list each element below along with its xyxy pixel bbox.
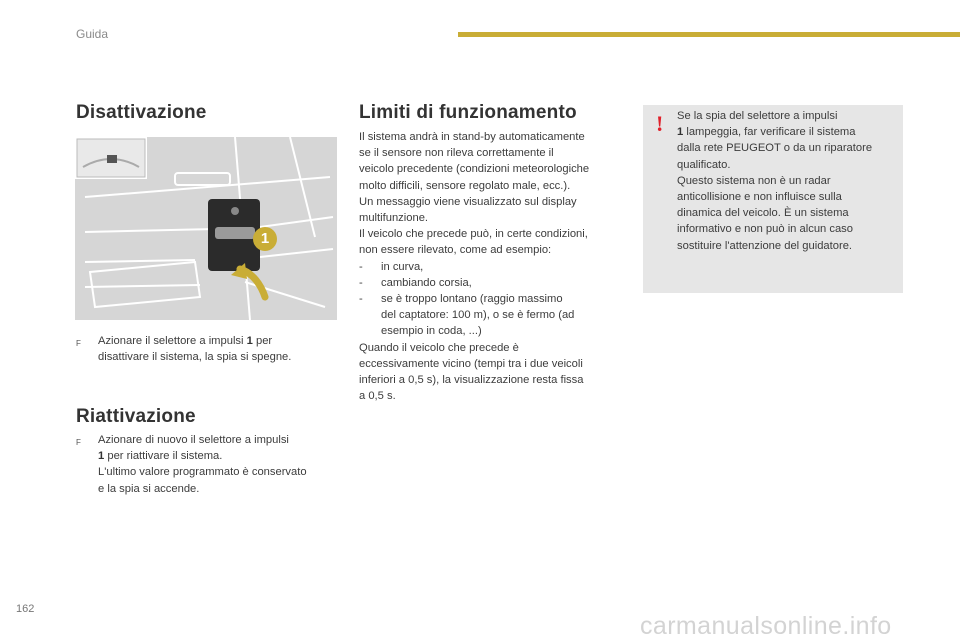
- warning-lines: [677, 140, 899, 253]
- text-line: qualificato.: [677, 158, 731, 171]
- text-line: eccessivamente vicino (tempi tra i due veicoli: [359, 357, 583, 370]
- text-line: dalla rete PEUGEOT o da un riparatore: [677, 142, 873, 155]
- warning-number: 1: [677, 126, 684, 139]
- disattivazione-heading: Disattivazione: [76, 102, 207, 123]
- text-line: dinamica del veicolo. È un sistema: [677, 207, 849, 220]
- list-item-line: cambiando corsia,: [381, 276, 472, 289]
- limiti-heading: Limiti di funzionamento: [359, 102, 577, 123]
- page-number: 162: [16, 603, 35, 615]
- riattivazione-step: [76, 432, 341, 497]
- text-line: molto difficili, sensore regolato male, ecc.).: [359, 179, 571, 192]
- step-line4: e la spia si accende.: [98, 482, 200, 495]
- list-item-text: [381, 259, 423, 275]
- warning-note: [643, 105, 903, 293]
- warning-icon: !: [656, 111, 664, 136]
- text-line: Il sistema andrà in stand-by automaticamente: [359, 131, 585, 143]
- dash-marker: -: [359, 260, 363, 273]
- step-text-line2: disattivare il sistema, la spia si spegne.: [98, 351, 292, 364]
- text-line: non essere rilevato, come ad esempio:: [359, 244, 552, 257]
- dashboard-selector-drawing: [75, 137, 337, 320]
- riattivazione-heading: Riattivazione: [76, 406, 196, 427]
- warning-text: [677, 108, 899, 254]
- text-line: veicolo precedente (condizioni meteorologiche: [359, 163, 590, 176]
- site-watermark: carmanualsonline.info: [640, 612, 892, 640]
- text-line: inferiori a 0,5 s), la visualizzazione resta fissa: [359, 374, 584, 387]
- text-line: Un messaggio viene visualizzato sul display: [359, 195, 577, 208]
- list-item-line: esempio in coda, ...): [381, 325, 482, 338]
- step-number: 1: [246, 335, 253, 347]
- text-line: a 0,5 s.: [359, 390, 396, 403]
- text-line: sostituire l'attenzione del guidatore.: [677, 239, 853, 252]
- limiti-paragraph-a: [359, 129, 629, 259]
- limiti-dash-list: [359, 259, 629, 340]
- list-item-text: [381, 275, 472, 291]
- step-line3: L'ultimo valore programmato è conservato: [98, 466, 307, 479]
- warning-line1: Se la spia del selettore a impulsi: [677, 110, 838, 122]
- limiti-body: [359, 129, 629, 404]
- list-item-text: [381, 291, 574, 340]
- step-line2: per riattivare il sistema.: [104, 450, 223, 463]
- callout-badge: 1: [253, 227, 277, 251]
- bullet-marker: F: [76, 339, 81, 348]
- header-accent-bar: [458, 32, 960, 37]
- list-item: [359, 291, 629, 340]
- text-line: anticollisione e non influisce sulla: [677, 191, 842, 204]
- step-text-tail: per: [252, 335, 273, 347]
- dash-marker: -: [359, 293, 363, 306]
- list-item: [359, 275, 629, 291]
- text-line: Questo sistema non è un radar: [677, 174, 831, 187]
- list-item: [359, 259, 629, 275]
- warning-line2: lampeggia, far verificare il sistema: [683, 126, 856, 139]
- list-item-line: del captatore: 100 m), o se è fermo (ad: [381, 309, 575, 322]
- text-line: se il sensore non rileva correttamente il: [359, 147, 554, 160]
- list-item-line: se è troppo lontano (raggio massimo: [381, 293, 563, 306]
- text-line: multifunzione.: [359, 212, 429, 225]
- step-text: Azionare il selettore a impulsi: [98, 335, 247, 347]
- selector-illustration: [75, 137, 337, 320]
- dash-marker: -: [359, 276, 363, 289]
- step-line1: Azionare di nuovo il selettore a impulsi: [98, 434, 289, 446]
- text-line: informativo e non può in alcun caso: [677, 223, 854, 236]
- text-line: Il veicolo che precede può, in certe condizioni,: [359, 228, 588, 241]
- text-line: Quando il veicolo che precede è: [359, 341, 519, 354]
- list-item-line: in curva,: [381, 260, 424, 273]
- bullet-marker: F: [76, 438, 81, 447]
- step-number: 1: [98, 450, 105, 463]
- disattivazione-step: [76, 333, 336, 365]
- section-label: Guida: [76, 27, 109, 41]
- limiti-paragraph-b: [359, 340, 629, 405]
